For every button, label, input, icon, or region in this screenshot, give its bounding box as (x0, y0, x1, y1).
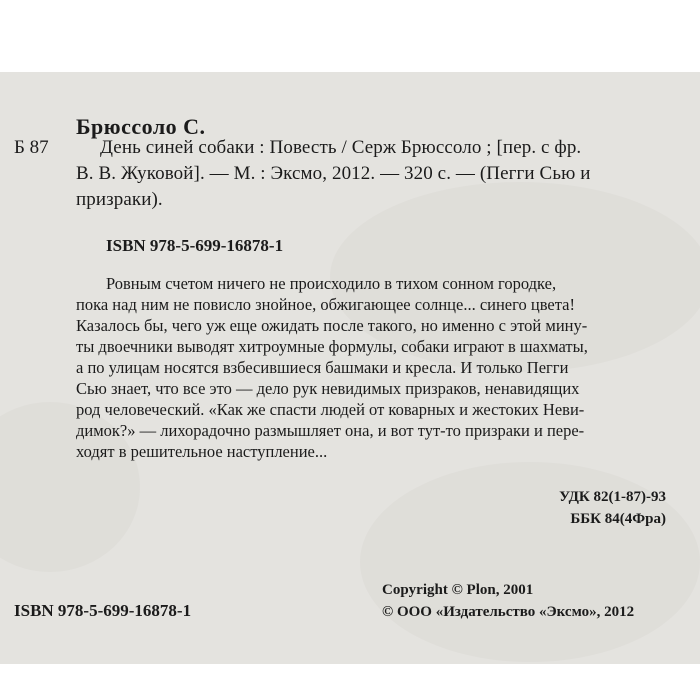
bbk-code: ББК 84(4Фра) (570, 511, 666, 527)
annotation-line: а по улицам носятся взбесившиеся башмаки и кресла. И только Пегги (76, 358, 569, 377)
annotation-line: Сью знает, что все это — дело рук невидимых призраков, ненавидящих (76, 379, 580, 398)
annotation-line: ты двоечники выводят хитроумные формулы, собаки играют в шахматы, (76, 337, 588, 356)
annotation-line: ходят в решительное наступление... (76, 442, 328, 461)
isbn-top: ISBN 978-5-699-16878-1 (106, 236, 284, 255)
author-index: Б 87 (14, 137, 49, 158)
annotation-line: род человеческий. «Как же спасти людей от коварных и жестоких Неви- (76, 400, 585, 419)
isbn-bottom: ISBN 978-5-699-16878-1 (14, 601, 192, 620)
catalog-line: В. В. Жуковой]. — М. : Эксмо, 2012. — 320 с. — (Пегги Сью и (76, 163, 591, 184)
catalog-line: призраки). (76, 189, 163, 210)
author-heading: Брюссоло С. (76, 114, 206, 139)
annotation-line: Казалось бы, чего уж еще ожидать после такого, но именно с этой мину- (76, 316, 588, 335)
copyright-plon: Copyright © Plon, 2001 (382, 582, 534, 598)
copyright-eksmo: © ООО «Издательство «Эксмо», 2012 (382, 604, 635, 620)
catalog-line: День синей собаки : Повесть / Серж Брюссоло ; [пер. с фр. (100, 137, 582, 158)
annotation-line: Ровным счетом ничего не происходило в тихом сонном городке, (106, 274, 557, 293)
udk-code: УДК 82(1-87)-93 (559, 489, 666, 505)
annotation-line: пока над ним не повисло знойное, обжигающее солнце... синего цвета! (76, 295, 575, 314)
annotation-line: димок?» — лихорадочно размышляет она, и вот тут-то призраки и пере- (76, 421, 585, 440)
